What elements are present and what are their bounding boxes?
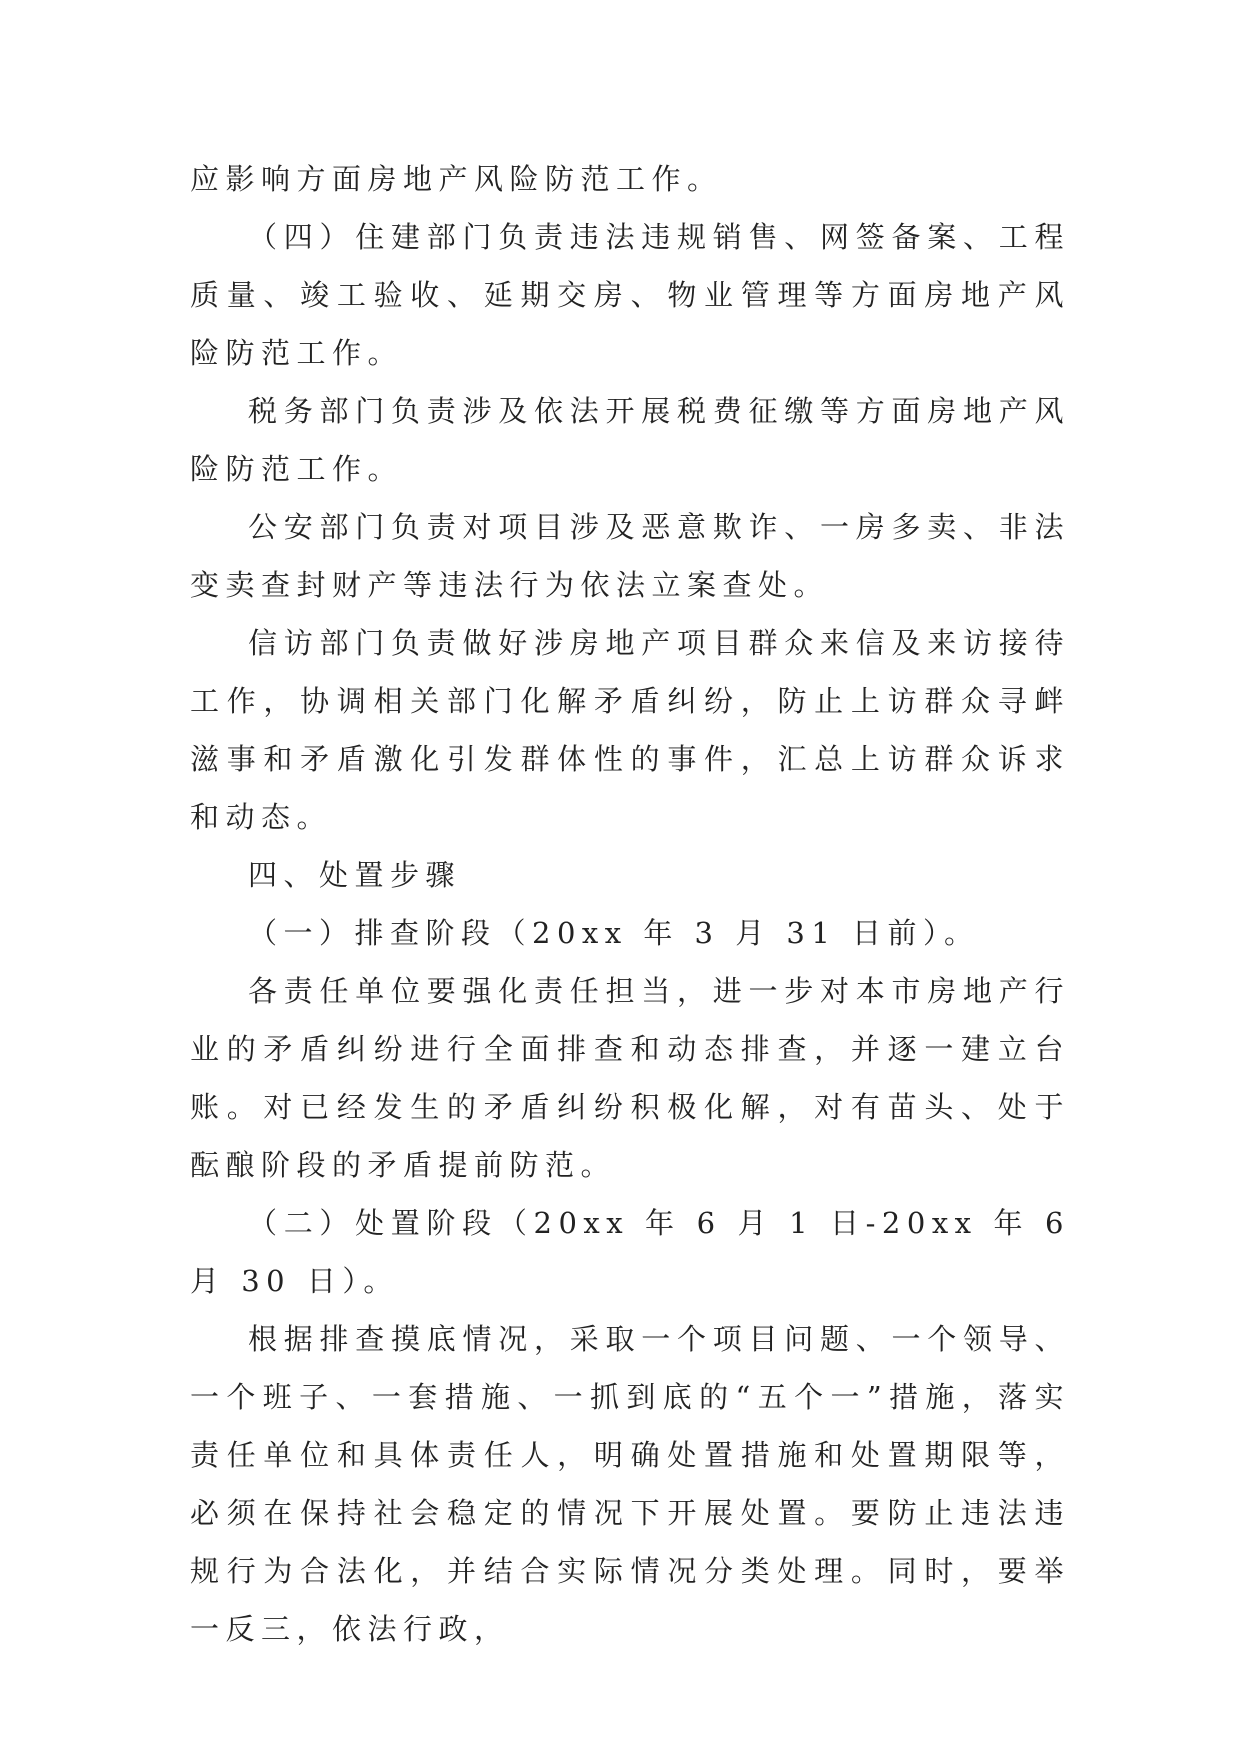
subsection-heading: （一）排查阶段（20xx 年 3 月 31 日前）。 <box>248 916 980 950</box>
paragraph: 根据排查摸底情况，采取一个项目问题、一个领导、一个班子、一套措施、一抓到底的“五个一”措施，落实责任单位和具体责任人，明确处置措施和处置期限等，必须在保持社会稳定的情况下开展处置。要防止违法违规行为合法化，并结合实际情况分类处理。同时，要举一反三，依法行政， <box>190 1322 1070 1646</box>
document-body <box>190 150 1070 1658</box>
paragraph: （四）住建部门负责违法违规销售、网签备案、工程质量、竣工验收、延期交房、物业管理等方面房地产风险防范工作。 <box>190 220 1070 370</box>
section-heading: 四、处置步骤 <box>248 858 462 892</box>
paragraph: 各责任单位要强化责任担当，进一步对本市房地产行业的矛盾纠纷进行全面排查和动态排查，并逐一建立台账。对已经发生的矛盾纠纷积极化解，对有苗头、处于酝酿阶段的矛盾提前防范。 <box>190 974 1070 1182</box>
paragraph: 税务部门负责涉及依法开展税费征缴等方面房地产风险防范工作。 <box>190 394 1070 486</box>
paragraph: 信访部门负责做好涉房地产项目群众来信及来访接待工作，协调相关部门化解矛盾纠纷，防止上访群众寻衅滋事和矛盾激化引发群体性的事件，汇总上访群众诉求和动态。 <box>190 626 1070 834</box>
paragraph: 应影响方面房地产风险防范工作。 <box>190 162 723 196</box>
subsection-heading: （二）处置阶段（20xx 年 6 月 1 日-20xx 年 6 月 30 日）。 <box>190 1206 1070 1298</box>
paragraph: 公安部门负责对项目涉及恶意欺诈、一房多卖、非法变卖查封财产等违法行为依法立案查处。 <box>190 510 1070 602</box>
